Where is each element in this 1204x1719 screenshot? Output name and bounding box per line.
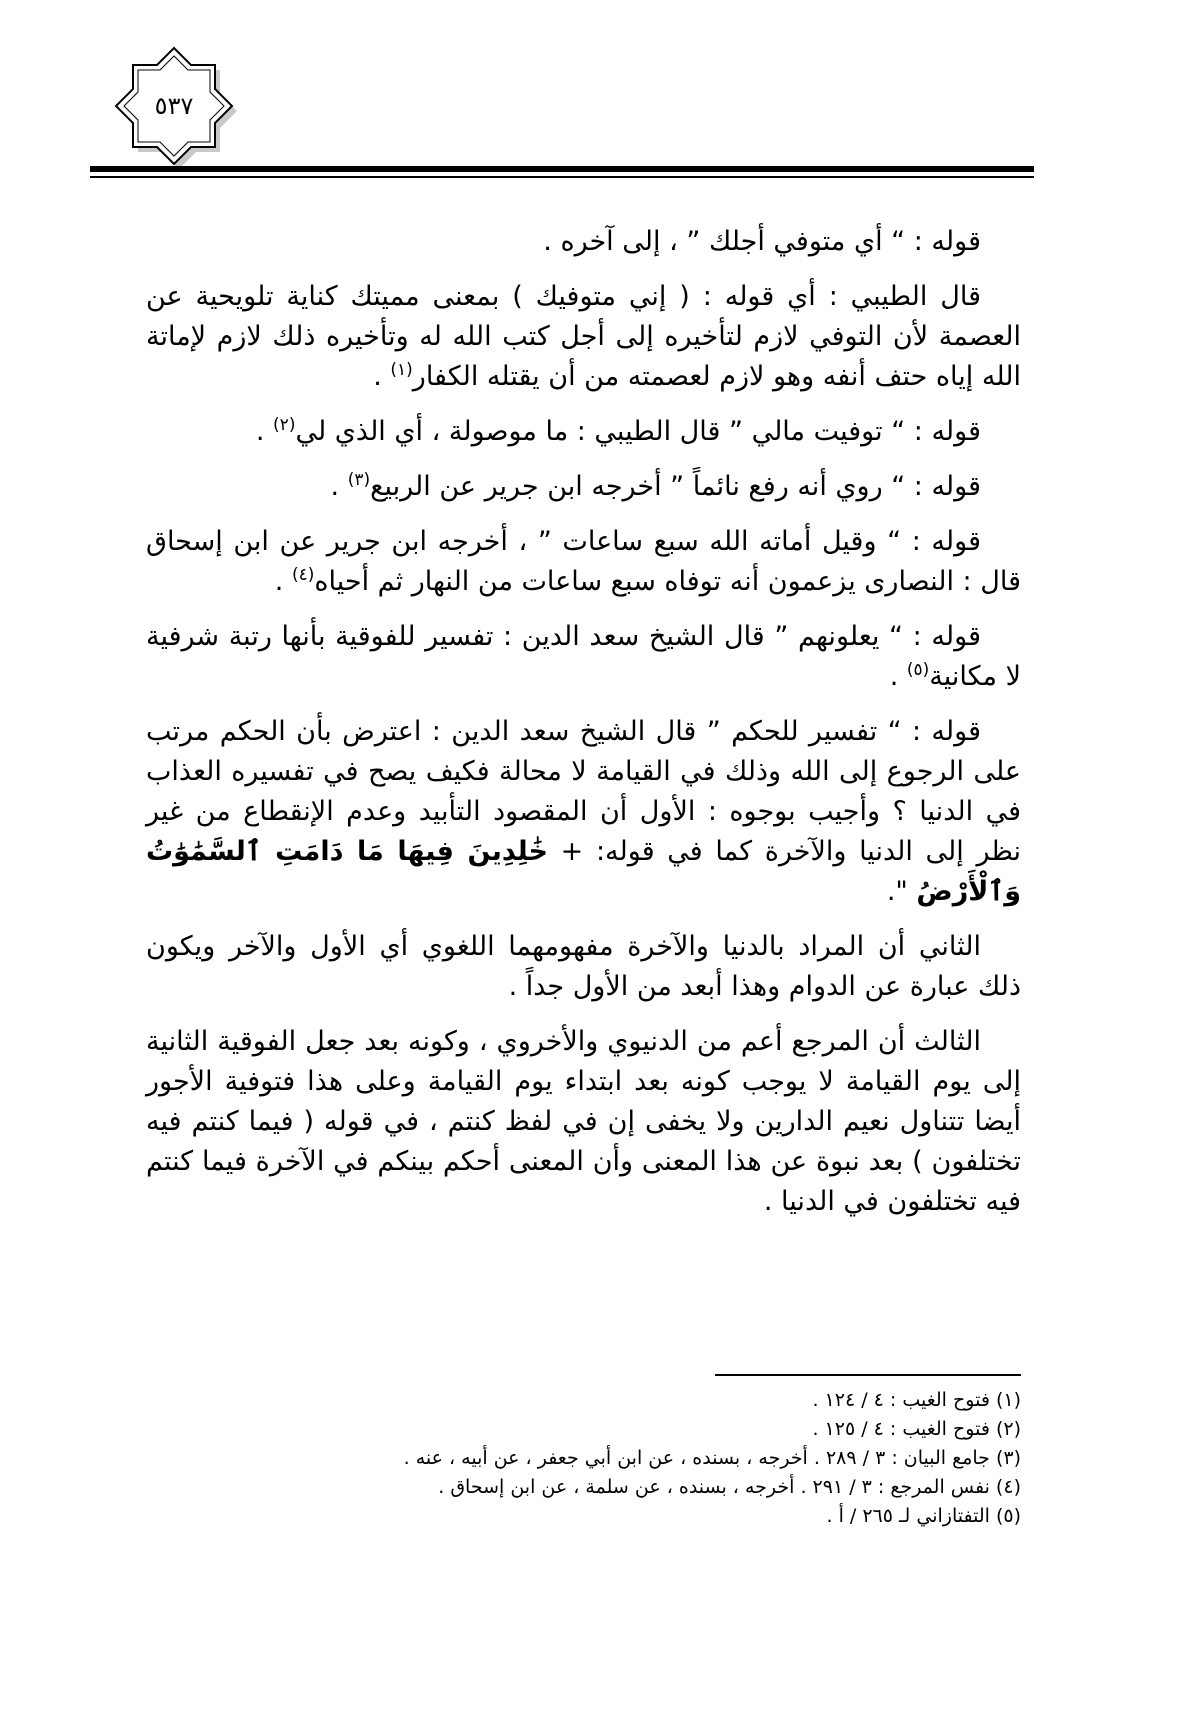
footnote-ref-1: (١) bbox=[390, 360, 413, 380]
footnote-ref-4: (٤) bbox=[291, 565, 315, 585]
footnote-3: (٣) جامع البيان : ٣ / ٢٨٩ . أخرجه ، بسنده ، عن ابن أبي جعفر ، عن أبيه ، عنه . bbox=[403, 1447, 1021, 1469]
page-number-badge bbox=[110, 42, 238, 170]
footnotes bbox=[146, 1386, 1021, 1531]
footnote-ref-2: (٢) bbox=[273, 415, 296, 435]
footnote-separator bbox=[715, 1374, 1021, 1376]
footnote-5: (٥) التفتازاني لـ ٢٦٥ / أ . bbox=[826, 1505, 1021, 1527]
paragraph-5: قوله : “ وقيل أماته الله سبع ساعات ” ، أخرجه ابن جرير عن ابن إسحاق قال : النصارى يزعمون أنه توفاه سبع ساعات من النهار ثم أحياه$^{(٤)}$ . bbox=[146, 526, 1021, 597]
paragraph-4: قوله : “ روي أنه رفع نائماً ” أخرجه ابن جرير عن الربيع$^{(٣)}$ . bbox=[330, 470, 981, 502]
header-rule-thick bbox=[90, 166, 1034, 172]
footnote-2: (٢) فتوح الغيب : ٤ / ١٢٥ . bbox=[812, 1418, 1021, 1440]
paragraph-1: قوله : “ أي متوفي أجلك ” ، إلى آخره . bbox=[543, 226, 981, 257]
paragraph-6: قوله : “ يعلونهم ” قال الشيخ سعد الدين : تفسير للفوقية بأنها رتبة شرفية لا مكانية$^{(٥)}$ . bbox=[146, 621, 1021, 692]
paragraph-7: قوله : “ تفسير للحكم ” قال الشيخ سعد الدين : اعترض بأن الحكم مرتب على الرجوع إلى الله وذلك في القيامة لا محالة فكيف يصح في تفسيره العذاب في الدنيا ؟ وأجيب بوجوه : الأول أن المقصود التأبيد وعدم الإنقطاع من غير نظر إلى الدنيا والآخرة كما في قوله: + خَٰلِدِينَ فِيهَا مَا دَامَتِ ٱلسَّمَٰوَٰتُ وَٱلْأَرْضُ ". bbox=[146, 716, 1022, 907]
paragraph-9: الثالث أن المرجع أعم من الدنيوي والأخروي ، وكونه بعد جعل الفوقية الثانية إلى يوم القيامة لا يوجب كونه بعد ابتداء يوم القيامة وعلى هذا فتوفية الأجور أيضا تتناول نعيم الدارين ولا يخفى إن في لفظ كنتم ، في قوله ( فيما كنتم فيه تختلفون ) بعد نبوة عن هذا المعنى وأن المعنى أحكم بينكم في الآخرة فيما كنتم فيه تختلفون في الدنيا . bbox=[146, 1026, 1021, 1217]
paragraph-3: قوله : “ توفيت مالي ” قال الطيبي : ما موصولة ، أي الذي لي$^{(٢)}$ . bbox=[255, 415, 981, 447]
footnote-1: (١) فتوح الغيب : ٤ / ١٢٤ . bbox=[812, 1389, 1021, 1411]
paragraph-2: قال الطيبي : أي قوله : ( إني متوفيك ) بمعنى مميتك كناية تلويحية عن العصمة لأن التوفي لازم لتأخيره إلى أجل كتب الله له وتأخيره ذلك لازم لإماتة الله إياه حتف أنفه وهو لازم لعصمته من أن يقتله الكفار$^{(١)}$ . bbox=[146, 281, 1021, 392]
quran-verse: خَٰلِدِينَ فِيهَا مَا دَامَتِ ٱلسَّمَٰوَٰتُ وَٱلْأَرْضُ bbox=[146, 836, 1021, 907]
footnote-ref-5: (٥) bbox=[906, 660, 930, 680]
main-text bbox=[146, 222, 1021, 1237]
footnote-ref-3: (٣) bbox=[347, 470, 371, 490]
footnote-4: (٤) نفس المرجع : ٣ / ٢٩١ . أخرجه ، بسنده ، عن سلمة ، عن ابن إسحاق . bbox=[438, 1476, 1021, 1498]
header-rule-thin bbox=[90, 176, 1034, 178]
page-number: ٥٣٧ bbox=[154, 92, 194, 120]
paragraph-8: الثاني أن المراد بالدنيا والآخرة مفهومهما اللغوي أي الأول والآخر ويكون ذلك عبارة عن الدوام وهذا أبعد من الأول جداً . bbox=[146, 931, 1021, 1002]
